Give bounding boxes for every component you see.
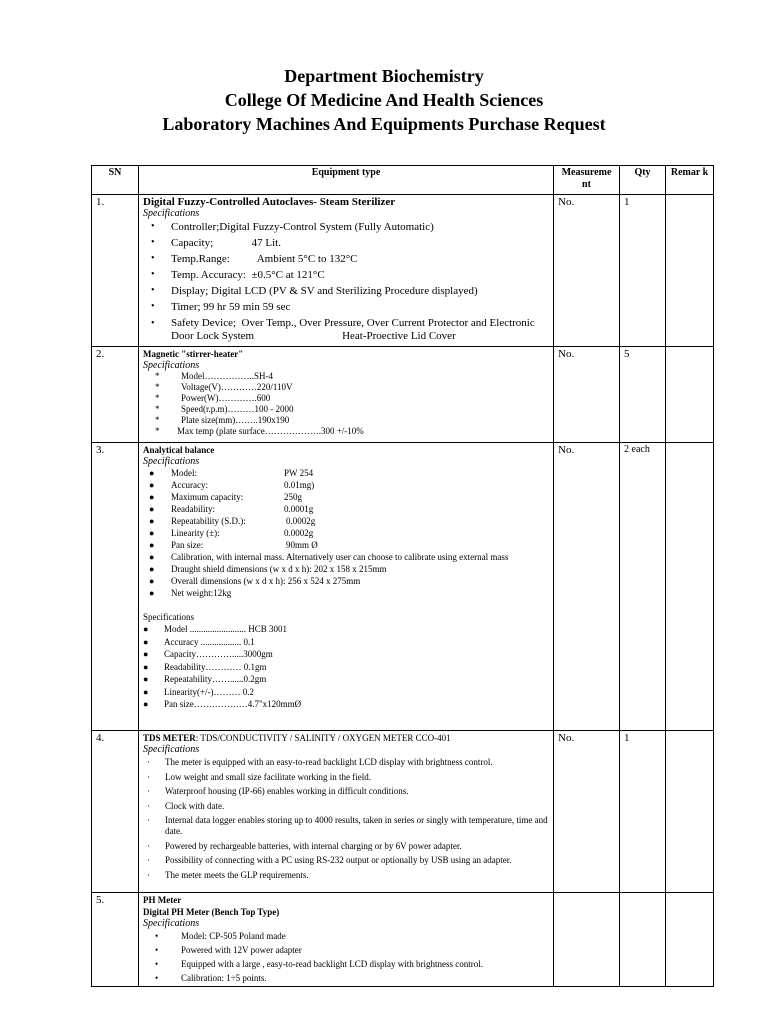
list-item: · Low weight and small size facilitate working in the field.	[147, 771, 371, 782]
list-item: · Internal data logger enables storing up to 4000 results, taken in series or singly with temperature, time and date.	[147, 815, 548, 836]
column-header-sn: SN	[92, 166, 139, 195]
list-item: * Speed(r.p.m)………100 - 2000	[155, 404, 294, 414]
equipment-title: TDS METER: TDS/CONDUCTIVITY / SALINITY / OXYGEN METER CCO-401	[143, 733, 451, 743]
list-item: ● Model: PW 254	[149, 468, 314, 478]
remark-cell	[666, 893, 714, 987]
spec-list	[143, 467, 549, 599]
list-item: • Temp. Accuracy: ±0.5°C at 121°C	[151, 269, 325, 281]
spec-label: Specifications	[143, 208, 200, 219]
list-item: • Timer; 99 hr 59 min 59 sec	[151, 301, 291, 313]
list-item: • Display; Digital LCD (PV & SV and Sterilizing Procedure displayed)	[151, 285, 478, 297]
list-item: ● Repeatability……......0.2gm	[143, 674, 267, 684]
spec-list	[143, 371, 549, 437]
spec-label: Specifications	[143, 612, 194, 622]
list-item: ● Calibration, with internal mass. Alternatively user can choose to calibrate using external mass	[149, 552, 509, 562]
spec-list	[143, 623, 549, 711]
list-item: ● Capacity………….....3000gm	[143, 649, 273, 659]
request-title: Laboratory Machines And Equipments Purchase Request	[162, 114, 606, 134]
list-item: • Safety Device; Over Temp., Over Pressure, Over Current Protector and Electronic Door Lock System Heat-Proective Lid Cover	[151, 317, 538, 342]
equipment-title: PH Meter	[143, 895, 182, 905]
list-item: · Waterproof housing (IP-66) enables working in difficult conditions.	[147, 786, 409, 796]
list-item: ● Net weight:12kg	[149, 588, 232, 598]
equipment-cell	[139, 347, 554, 443]
list-item: ● Draught shield dimensions (w x d x h): 202 x 158 x 215mm	[149, 564, 387, 574]
document-header	[0, 64, 768, 136]
list-item: ● Accuracy .................. 0.1	[143, 636, 255, 647]
list-item: ● Pan size: 90mm Ø	[149, 540, 318, 550]
table-row	[92, 731, 714, 893]
equipment-cell	[139, 443, 554, 731]
list-item: · Powered by rechargeable batteries, with internal charging or by 6V power adapter.	[147, 840, 462, 851]
qty-cell: 1	[620, 731, 666, 893]
equipment-table	[91, 165, 714, 987]
list-item: • Controller;Digital Fuzzy-Control System (Fully Automatic)	[151, 221, 434, 233]
column-header-measurement: Measureme nt	[554, 166, 620, 195]
column-header-remark: Remar k	[666, 166, 714, 195]
list-item: · The meter is equipped with an easy-to-read backlight LCD display with brightness control.	[147, 757, 493, 767]
spec-label: Specifications	[143, 744, 200, 755]
list-item: ● Repeatability (S.D.): 0.0002g	[149, 516, 316, 526]
remark-cell	[666, 443, 714, 731]
remark-cell	[666, 347, 714, 443]
list-item: ● Linearity(+/-)……… 0.2	[143, 686, 255, 697]
list-item: ● Readability: 0.0001g	[149, 504, 314, 514]
equipment-title: Magnetic "stirrer-heater"	[143, 349, 244, 359]
spec-label: Specifications	[143, 360, 200, 371]
spec-label: Specifications	[143, 456, 200, 467]
qty-cell: 5	[620, 347, 666, 443]
list-item: · The meter meets the GLP requirements.	[147, 869, 309, 880]
list-item: ● Pan size………………4.7"x120mmØ	[143, 699, 302, 709]
measurement-cell: No.	[554, 731, 620, 893]
list-item: · Possibility of connecting with a PC using RS-232 output or optionally by USB using an adapter.	[147, 855, 512, 865]
list-item: • Model: CP-505 Poland made	[155, 931, 286, 941]
equipment-cell	[139, 893, 554, 987]
list-item: ● Overall dimensions (w x d x h): 256 x 524 x 275mm	[149, 576, 361, 586]
table-row	[92, 347, 714, 443]
sn-cell: 2.	[92, 347, 139, 443]
list-item: • Temp.Range: Ambient 5°C to 132°C	[151, 253, 358, 265]
remark-cell	[666, 195, 714, 347]
qty-cell	[620, 893, 666, 987]
list-item: • Calibration: 1÷5 points.	[155, 973, 267, 983]
list-item: · Clock with date.	[147, 800, 225, 811]
table-row	[92, 195, 714, 347]
spec-list	[143, 929, 549, 985]
list-item: ● Model ......................... HCB 3001	[143, 624, 288, 634]
list-item: • Equipped with a large , easy-to-read backlight LCD display with brightness control.	[155, 959, 484, 969]
list-item: * Voltage(V)…………220/110V	[155, 382, 293, 392]
list-item: ● Accuracy: 0.01mg)	[149, 480, 315, 490]
measurement-cell	[554, 893, 620, 987]
column-header-qty: Qty	[620, 166, 666, 195]
list-item: * Model……………..SH-4	[155, 371, 273, 381]
measurement-cell: No.	[554, 347, 620, 443]
equipment-cell	[139, 731, 554, 893]
column-header-equipment: Equipment type	[139, 166, 554, 195]
equipment-title: Analytical balance	[143, 445, 215, 455]
table-row	[92, 443, 714, 731]
remark-cell	[666, 731, 714, 893]
spec-list	[143, 219, 549, 343]
measurement-cell: No.	[554, 195, 620, 347]
qty-cell: 1	[620, 195, 666, 347]
list-item: • Powered with 12V power adapter	[155, 945, 302, 955]
measurement-cell: No.	[554, 443, 620, 731]
department-title: Department Biochemistry	[284, 66, 484, 86]
list-item: ● Readability………… 0.1gm	[143, 661, 267, 672]
qty-cell: 2 each	[620, 443, 666, 731]
list-item: • Capacity; 47 Lit.	[151, 237, 281, 249]
sn-cell: 1.	[92, 195, 139, 347]
equipment-subtitle: Digital PH Meter (Bench Top Type)	[143, 907, 280, 917]
spec-list	[143, 757, 549, 881]
table-header-row	[92, 166, 714, 195]
college-title: College Of Medicine And Health Sciences	[224, 90, 544, 110]
list-item: * Power(W)………….600	[155, 393, 271, 403]
sn-cell: 5.	[92, 893, 139, 987]
spec-label: Specifications	[143, 918, 200, 929]
list-item: * Plate size(mm)……..190x190	[155, 415, 290, 425]
list-item: ● Linearity (±): 0.0002g	[149, 528, 314, 538]
table-row	[92, 893, 714, 987]
list-item: ● Maximum capacity: 250g	[149, 492, 302, 502]
equipment-title: Digital Fuzzy-Controlled Autoclaves- Steam Sterilizer	[143, 196, 396, 208]
sn-cell: 4.	[92, 731, 139, 893]
sn-cell: 3.	[92, 443, 139, 731]
equipment-cell	[139, 195, 554, 347]
list-item: * Max temp (plate surface……………….300 +/-10%	[155, 426, 364, 436]
